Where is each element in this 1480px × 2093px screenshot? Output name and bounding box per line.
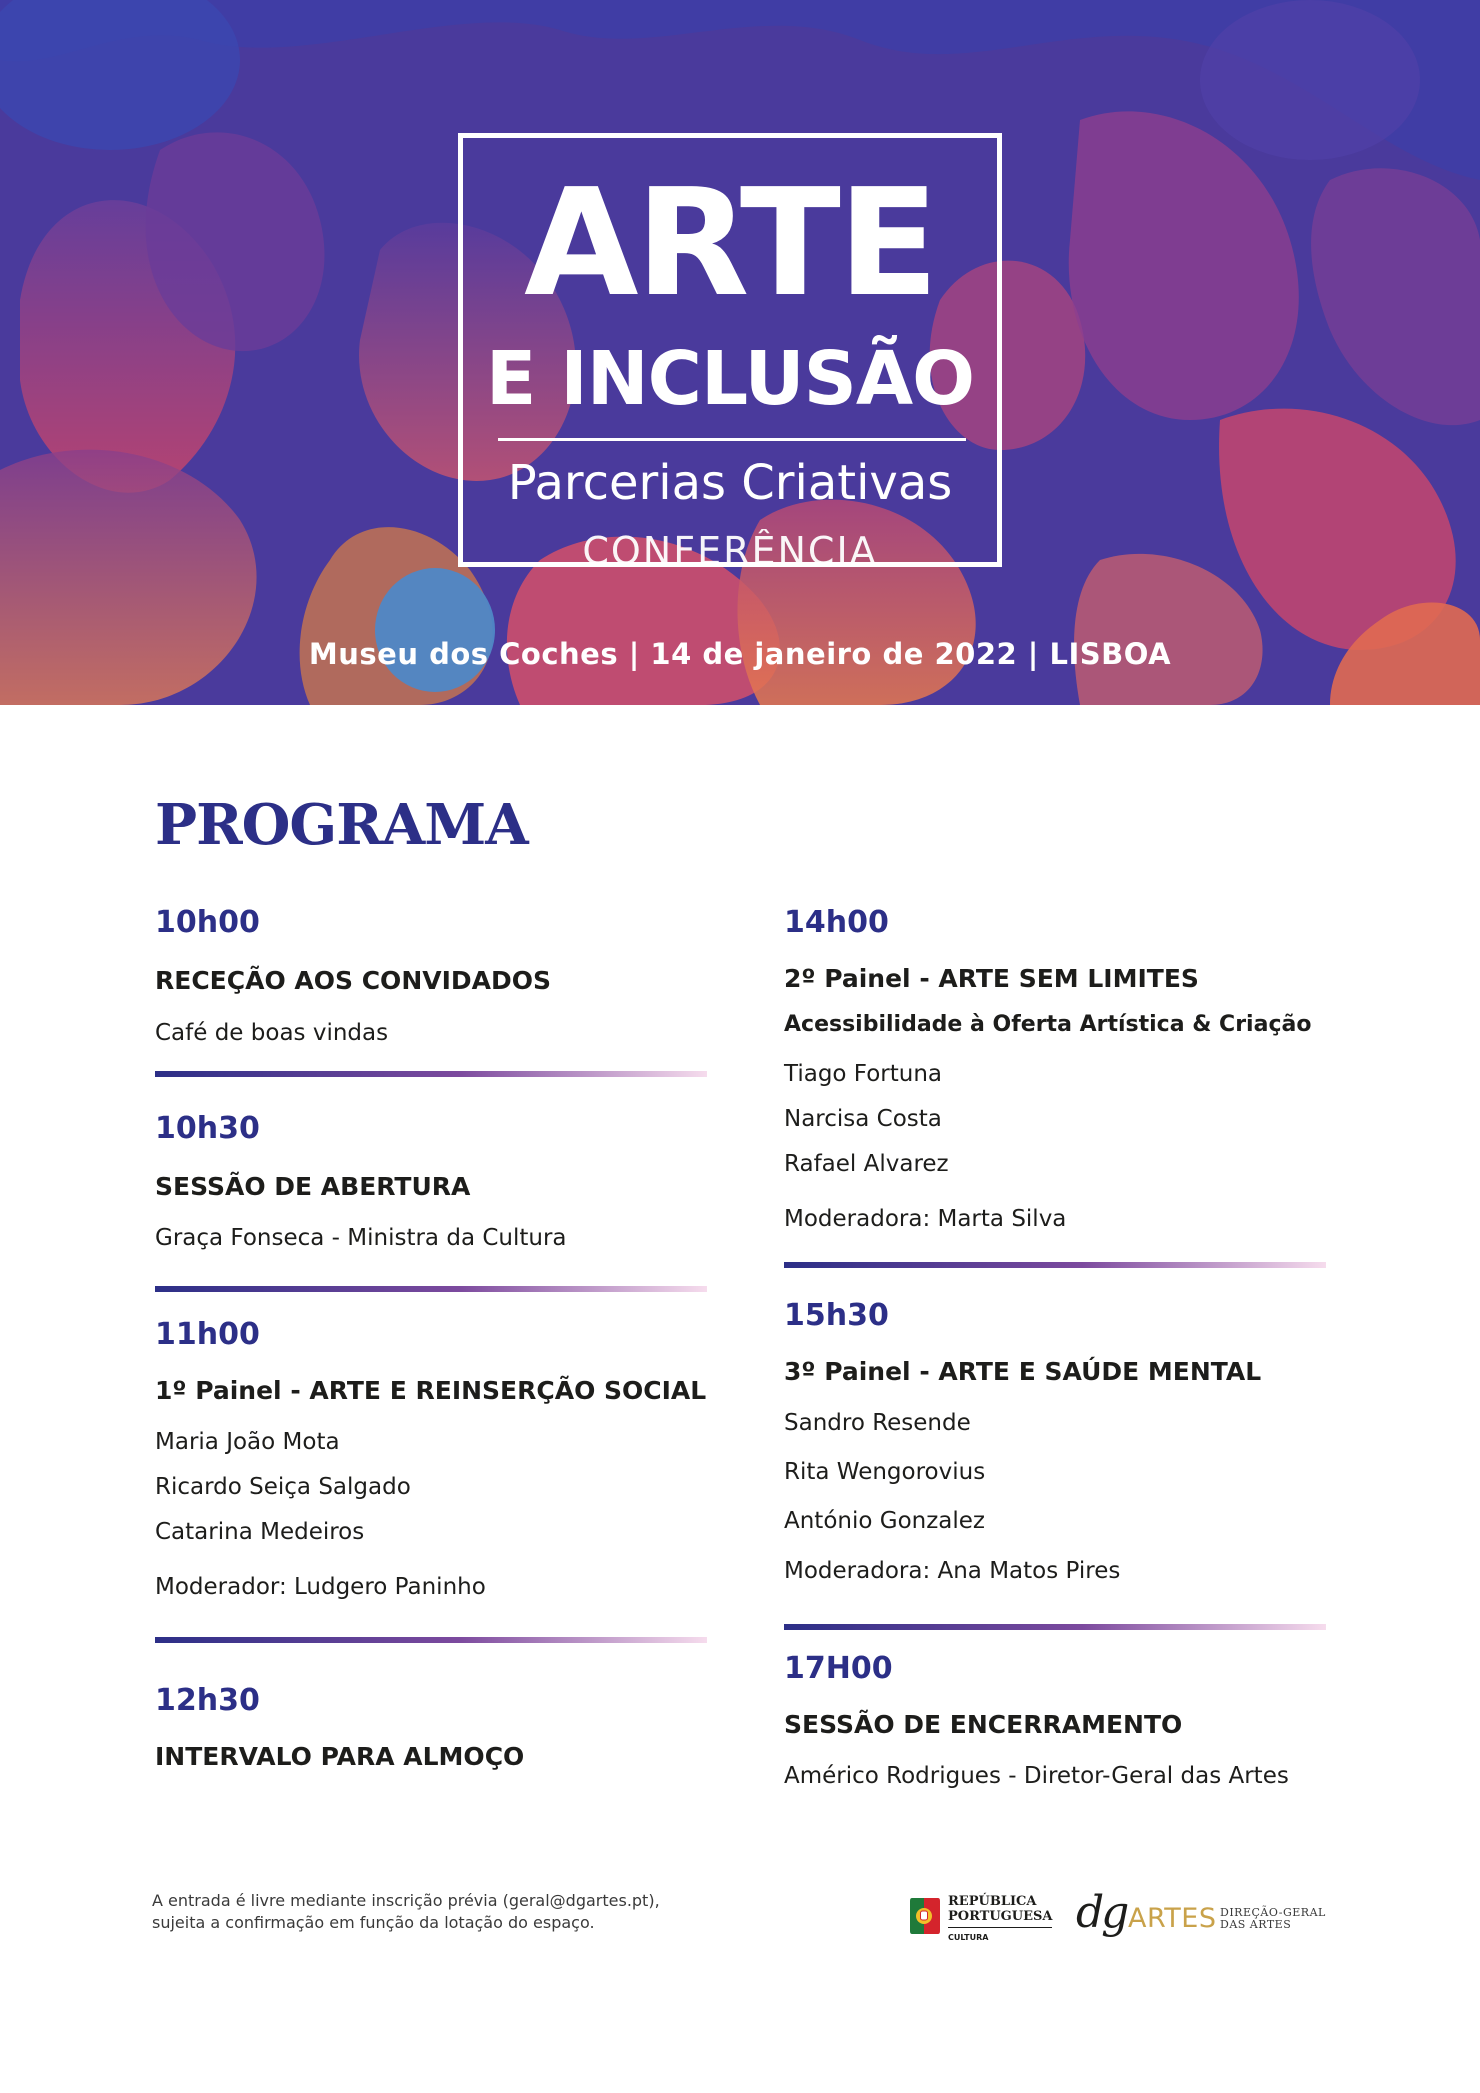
section-divider xyxy=(155,1286,707,1292)
logo-text: REPÚBLICA xyxy=(948,1894,1037,1909)
section-divider xyxy=(155,1637,707,1643)
session-detail: Café de boas vindas xyxy=(155,1020,389,1046)
subtitle-parcerias-criativas: Parcerias Criativas xyxy=(507,455,953,511)
session-time: 10h00 xyxy=(155,905,260,940)
session-time: 12h30 xyxy=(155,1683,260,1718)
speaker-name: Catarina Medeiros xyxy=(155,1519,365,1545)
logo-text: DIREÇÃO-GERAL xyxy=(1220,1906,1326,1919)
session-detail: Américo Rodrigues - Diretor-Geral das Artes xyxy=(784,1763,1289,1789)
session-heading: 2º Painel - ARTE SEM LIMITES xyxy=(784,964,1199,993)
speaker-name: Rafael Alvarez xyxy=(784,1151,949,1177)
session-time: 17H00 xyxy=(784,1651,893,1686)
session-time: 14h00 xyxy=(784,905,889,940)
session-subheading: Acessibilidade à Oferta Artística & Criação xyxy=(784,1012,1312,1037)
session-heading: RECEÇÃO AOS CONVIDADOS xyxy=(155,966,551,995)
title-arte: ARTE xyxy=(524,157,936,329)
moderator-name: Moderadora: Marta Silva xyxy=(784,1206,1067,1232)
portugal-flag-emblem-icon xyxy=(908,1896,942,1936)
speaker-name: António Gonzalez xyxy=(784,1508,986,1534)
session-detail: Graça Fonseca - Ministra da Cultura xyxy=(155,1225,567,1251)
moderator-name: Moderador: Ludgero Paninho xyxy=(155,1574,486,1600)
dgartes-wordmark: ARTES xyxy=(1128,1903,1217,1934)
program-title: PROGRAMA xyxy=(155,792,528,858)
title-e-inclusao: E INCLUSÃO xyxy=(485,336,975,422)
registration-note xyxy=(152,1890,712,1934)
session-heading: INTERVALO PARA ALMOÇO xyxy=(155,1742,525,1771)
session-time: 10h30 xyxy=(155,1111,260,1146)
republica-portuguesa-logo xyxy=(908,1892,1056,1950)
logo-text: DAS ARTES xyxy=(1220,1918,1292,1931)
title-frame xyxy=(458,133,1002,573)
section-divider xyxy=(155,1071,707,1077)
event-type-label: CONFERÊNCIA xyxy=(582,529,878,573)
session-time: 15h30 xyxy=(784,1298,889,1333)
logo-rule xyxy=(948,1927,1052,1928)
session-heading: 1º Painel - ARTE E REINSERÇÃO SOCIAL xyxy=(155,1376,707,1405)
speaker-name: Sandro Resende xyxy=(784,1410,971,1436)
speaker-name: Rita Wengorovius xyxy=(784,1459,986,1485)
speaker-name: Narcisa Costa xyxy=(784,1106,942,1132)
registration-note-line: A entrada é livre mediante inscrição prévia (geral@dgartes.pt), xyxy=(152,1891,660,1910)
venue-date-location: Museu dos Coches | 14 de janeiro de 2022 | LISBOA xyxy=(308,637,1172,671)
section-divider xyxy=(784,1262,1326,1268)
logo-text: PORTUGUESA xyxy=(948,1909,1053,1924)
session-heading: SESSÃO DE ENCERRAMENTO xyxy=(784,1710,1183,1739)
title-divider xyxy=(498,438,966,441)
logo-text: CULTURA xyxy=(948,1933,989,1942)
session-heading: 3º Painel - ARTE E SAÚDE MENTAL xyxy=(784,1357,1262,1386)
session-time: 11h00 xyxy=(155,1317,260,1352)
speaker-name: Ricardo Seiça Salgado xyxy=(155,1474,411,1500)
speaker-name: Tiago Fortuna xyxy=(784,1061,943,1087)
hero-banner xyxy=(0,0,1480,705)
moderator-name: Moderadora: Ana Matos Pires xyxy=(784,1558,1121,1584)
dg-monogram: dg xyxy=(1076,1887,1127,1938)
speaker-name: Maria João Mota xyxy=(155,1429,340,1455)
registration-note-line: sujeita a confirmação em função da lotação do espaço. xyxy=(152,1913,595,1932)
session-heading: SESSÃO DE ABERTURA xyxy=(155,1172,471,1201)
dgartes-logo xyxy=(1076,1886,1326,1946)
section-divider xyxy=(784,1624,1326,1630)
